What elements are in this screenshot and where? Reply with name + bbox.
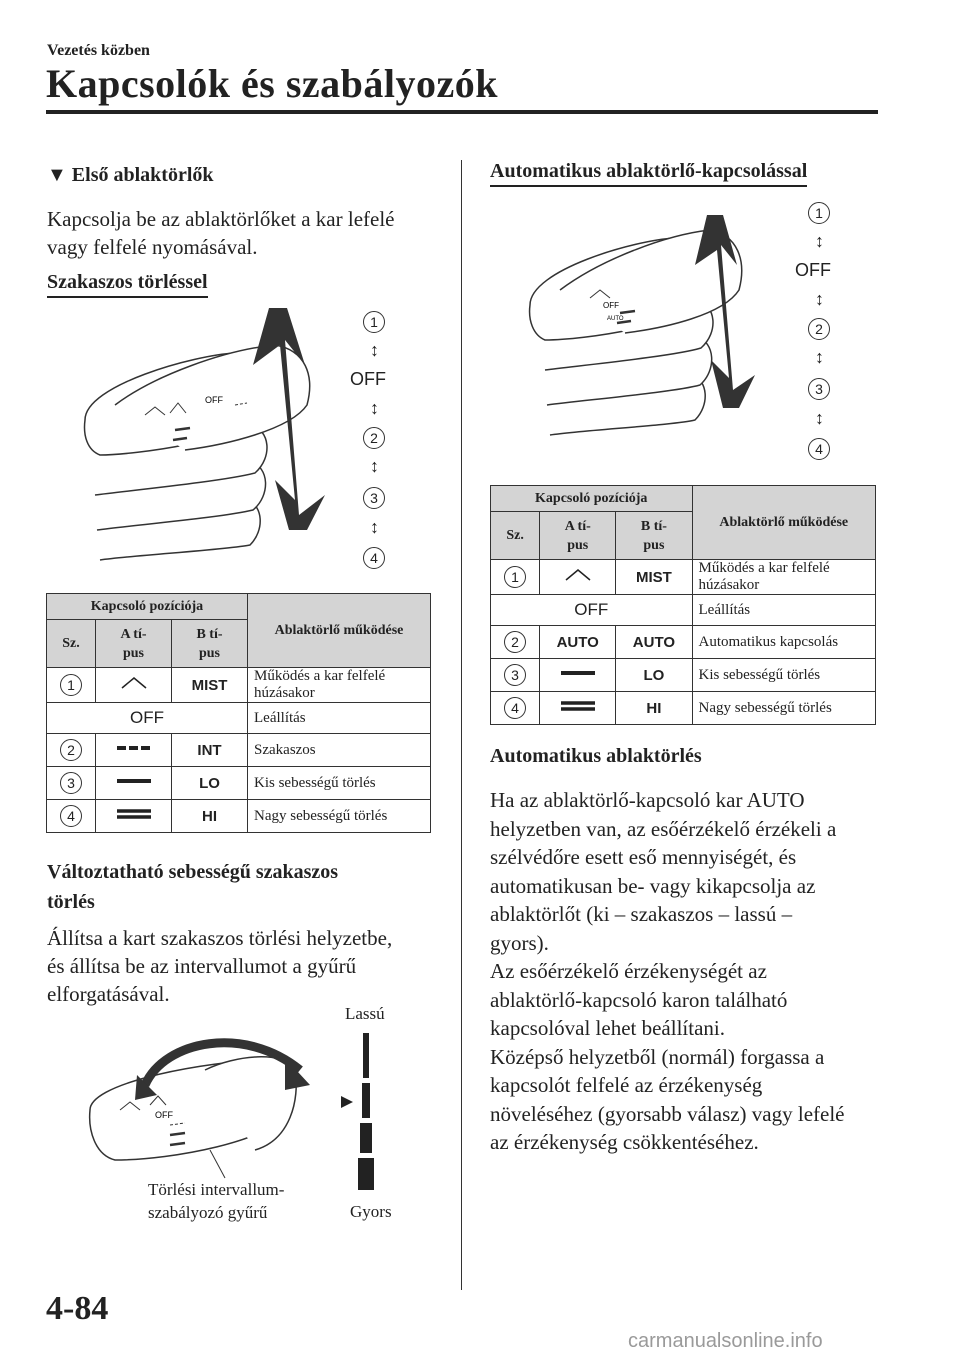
paragraph-line: Középső helyzetből (normál) forgassa a (490, 1044, 825, 1069)
position-marker: 4 (363, 547, 385, 569)
table-header-type-b: B tí- pus (172, 620, 248, 668)
position-number: 3 (60, 772, 82, 794)
position-marker: 2 (808, 318, 830, 340)
operation-description: Szakaszos (248, 734, 431, 767)
arrow-updown-icon: ↕ (815, 408, 824, 428)
intermittent-dashes-icon (96, 734, 172, 767)
paragraph-line: kapcsolót felfelé az érzékenység (490, 1073, 763, 1097)
svg-text:OFF: OFF (603, 301, 619, 310)
paragraph-line: Ha az ablaktörlő-kapcsoló kar AUTO (490, 788, 805, 812)
off-symbol: OFF (47, 703, 248, 734)
type-b-symbol: HI (172, 800, 248, 833)
mist-icon (540, 560, 616, 595)
section-label: Vezetés közben (47, 42, 150, 59)
arrow-updown-icon: ↕ (815, 231, 824, 251)
operation-description: Automatikus kapcsolás (692, 626, 876, 659)
table-header-no: Sz. (47, 620, 96, 668)
arrow-updown-icon: ↕ (370, 398, 379, 418)
paragraph-line: növeléséhez (gyorsabb válasz) vagy lefelé (490, 1101, 845, 1126)
table-row (47, 703, 431, 734)
position-marker-off: OFF (795, 260, 831, 280)
scale-label-fast: Gyors (350, 1202, 392, 1221)
position-number: 2 (504, 631, 526, 653)
table-header-type-a: A tí- pus (96, 620, 172, 668)
type-b-symbol: LO (616, 659, 692, 692)
position-marker: 4 (808, 438, 830, 460)
type-b-symbol: LO (172, 767, 248, 800)
intro-line: Kapcsolja be az ablaktörlőket a kar lefelé (47, 207, 395, 231)
arrow-updown-icon: ↕ (370, 340, 379, 360)
type-a-symbol: AUTO (540, 626, 616, 659)
type-b-symbol: INT (172, 734, 248, 767)
paragraph-auto-wiping (490, 786, 845, 1157)
operation-description: Működés a kar felfelé húzásakor (248, 668, 431, 703)
interval-speed-scale (333, 1028, 388, 1198)
type-b-symbol: MIST (616, 560, 692, 595)
arrow-updown-icon: ↕ (815, 289, 824, 309)
table-row (491, 692, 876, 725)
intro-line: vagy felfelé nyomásával. (47, 235, 258, 259)
wiper-lever-illustration-auto (525, 210, 775, 450)
ring-caption: Törlési intervallum- szabályozó gyűrű (148, 1180, 285, 1222)
arrow-updown-icon: ↕ (370, 517, 379, 537)
intro-paragraph (47, 205, 394, 261)
table-row (47, 800, 431, 833)
table-row (491, 626, 876, 659)
operation-description: Leállítás (248, 703, 431, 734)
table-header-type-b: B tí- pus (616, 512, 692, 560)
arrow-updown-icon: ↕ (370, 456, 379, 476)
interval-ring-illustration (85, 1030, 315, 1180)
operation-description: Nagy sebességű törlés (692, 692, 876, 725)
paragraph-line: kapcsolóval lehet beállítani. (490, 1016, 725, 1040)
svg-text:OFF: OFF (155, 1110, 173, 1120)
type-b-symbol: MIST (172, 668, 248, 703)
page-title: Kapcsolók és szabályozók (46, 61, 499, 106)
footer-watermark: carmanualsonline.info (628, 1330, 823, 1352)
position-number: 1 (60, 674, 82, 696)
position-number: 3 (504, 664, 526, 686)
mist-icon (96, 668, 172, 703)
position-marker: 3 (363, 487, 385, 509)
high-speed-bars-icon (96, 800, 172, 833)
table-header-no: Sz. (491, 512, 540, 560)
table-row (491, 595, 876, 626)
subheading-auto-wiper: Automatikus ablaktörlő-kapcsolással (490, 160, 807, 187)
table-header-type-a: A tí- pus (540, 512, 616, 560)
page-number: 4-84 (46, 1290, 109, 1327)
low-speed-bar-icon (540, 659, 616, 692)
operation-description: Kis sebességű törlés (692, 659, 876, 692)
table-row (47, 668, 431, 703)
paragraph-line: ablaktörlő-kapcsoló karon található (490, 987, 788, 1012)
position-number: 4 (504, 697, 526, 719)
position-number: 2 (60, 739, 82, 761)
paragraph-line: ablaktörlőt (ki – szakaszos – lassú – (490, 902, 793, 926)
paragraph-line: az érzékenység csökkentéséhez. (490, 1130, 759, 1154)
position-marker-off: OFF (350, 369, 386, 389)
switch-position-table-intermittent (46, 593, 431, 833)
operation-description: Nagy sebességű törlés (248, 800, 431, 833)
title-rule (46, 110, 878, 114)
operation-description: Működés a kar felfelé húzásakor (692, 560, 876, 595)
table-row (491, 560, 876, 595)
position-number: 1 (504, 566, 526, 588)
off-symbol: OFF (491, 595, 693, 626)
subheading-variable-interval: Változtatható sebességű szakaszos törlés (47, 861, 339, 913)
operation-description: Kis sebességű törlés (248, 767, 431, 800)
arrow-updown-icon: ↕ (815, 347, 824, 367)
section-heading-front-wipers: ▼ Első ablaktörlők (47, 164, 214, 186)
paragraph-line: gyors). (490, 930, 549, 955)
type-b-symbol: HI (616, 692, 692, 725)
position-marker: 1 (808, 202, 830, 224)
svg-text:OFF: OFF (205, 395, 223, 405)
table-row (491, 659, 876, 692)
paragraph-line: szélvédőre esett eső mennyiségét, és (490, 845, 797, 869)
heading-auto-wiping: Automatikus ablaktörlés (490, 745, 702, 767)
switch-position-table-auto (490, 485, 876, 725)
operation-description: Leállítás (692, 595, 876, 626)
svg-text:AUTO: AUTO (607, 316, 624, 322)
table-header-position: Kapcsoló pozíciója (491, 486, 693, 512)
table-row (47, 767, 431, 800)
type-b-symbol: AUTO (616, 626, 692, 659)
position-marker: 3 (808, 378, 830, 400)
table-header-operation: Ablaktörlő működése (248, 594, 431, 668)
subheading-intermittent: Szakaszos törléssel (47, 271, 208, 298)
paragraph-variable-interval: Állítsa a kart szakaszos törlési helyzetbe, és állítsa be az intervallumot a gyűrű elforgatásával. (47, 926, 393, 1006)
position-number: 4 (60, 805, 82, 827)
table-header-operation: Ablaktörlő működése (692, 486, 876, 560)
table-row (47, 734, 431, 767)
paragraph-line: Az esőérzékelő érzékenységét az (490, 959, 767, 983)
position-marker: 2 (363, 427, 385, 449)
position-marker: 1 (363, 311, 385, 333)
column-divider (461, 160, 462, 1290)
paragraph-line: helyzetben van, az esőérzékelő érzékeli a (490, 816, 837, 841)
scale-label-slow: Lassú (345, 1004, 385, 1023)
paragraph-line: automatikusan be- vagy kikapcsolja az (490, 873, 816, 898)
table-header-position: Kapcsoló pozíciója (47, 594, 248, 620)
low-speed-bar-icon (96, 767, 172, 800)
high-speed-bars-icon (540, 692, 616, 725)
